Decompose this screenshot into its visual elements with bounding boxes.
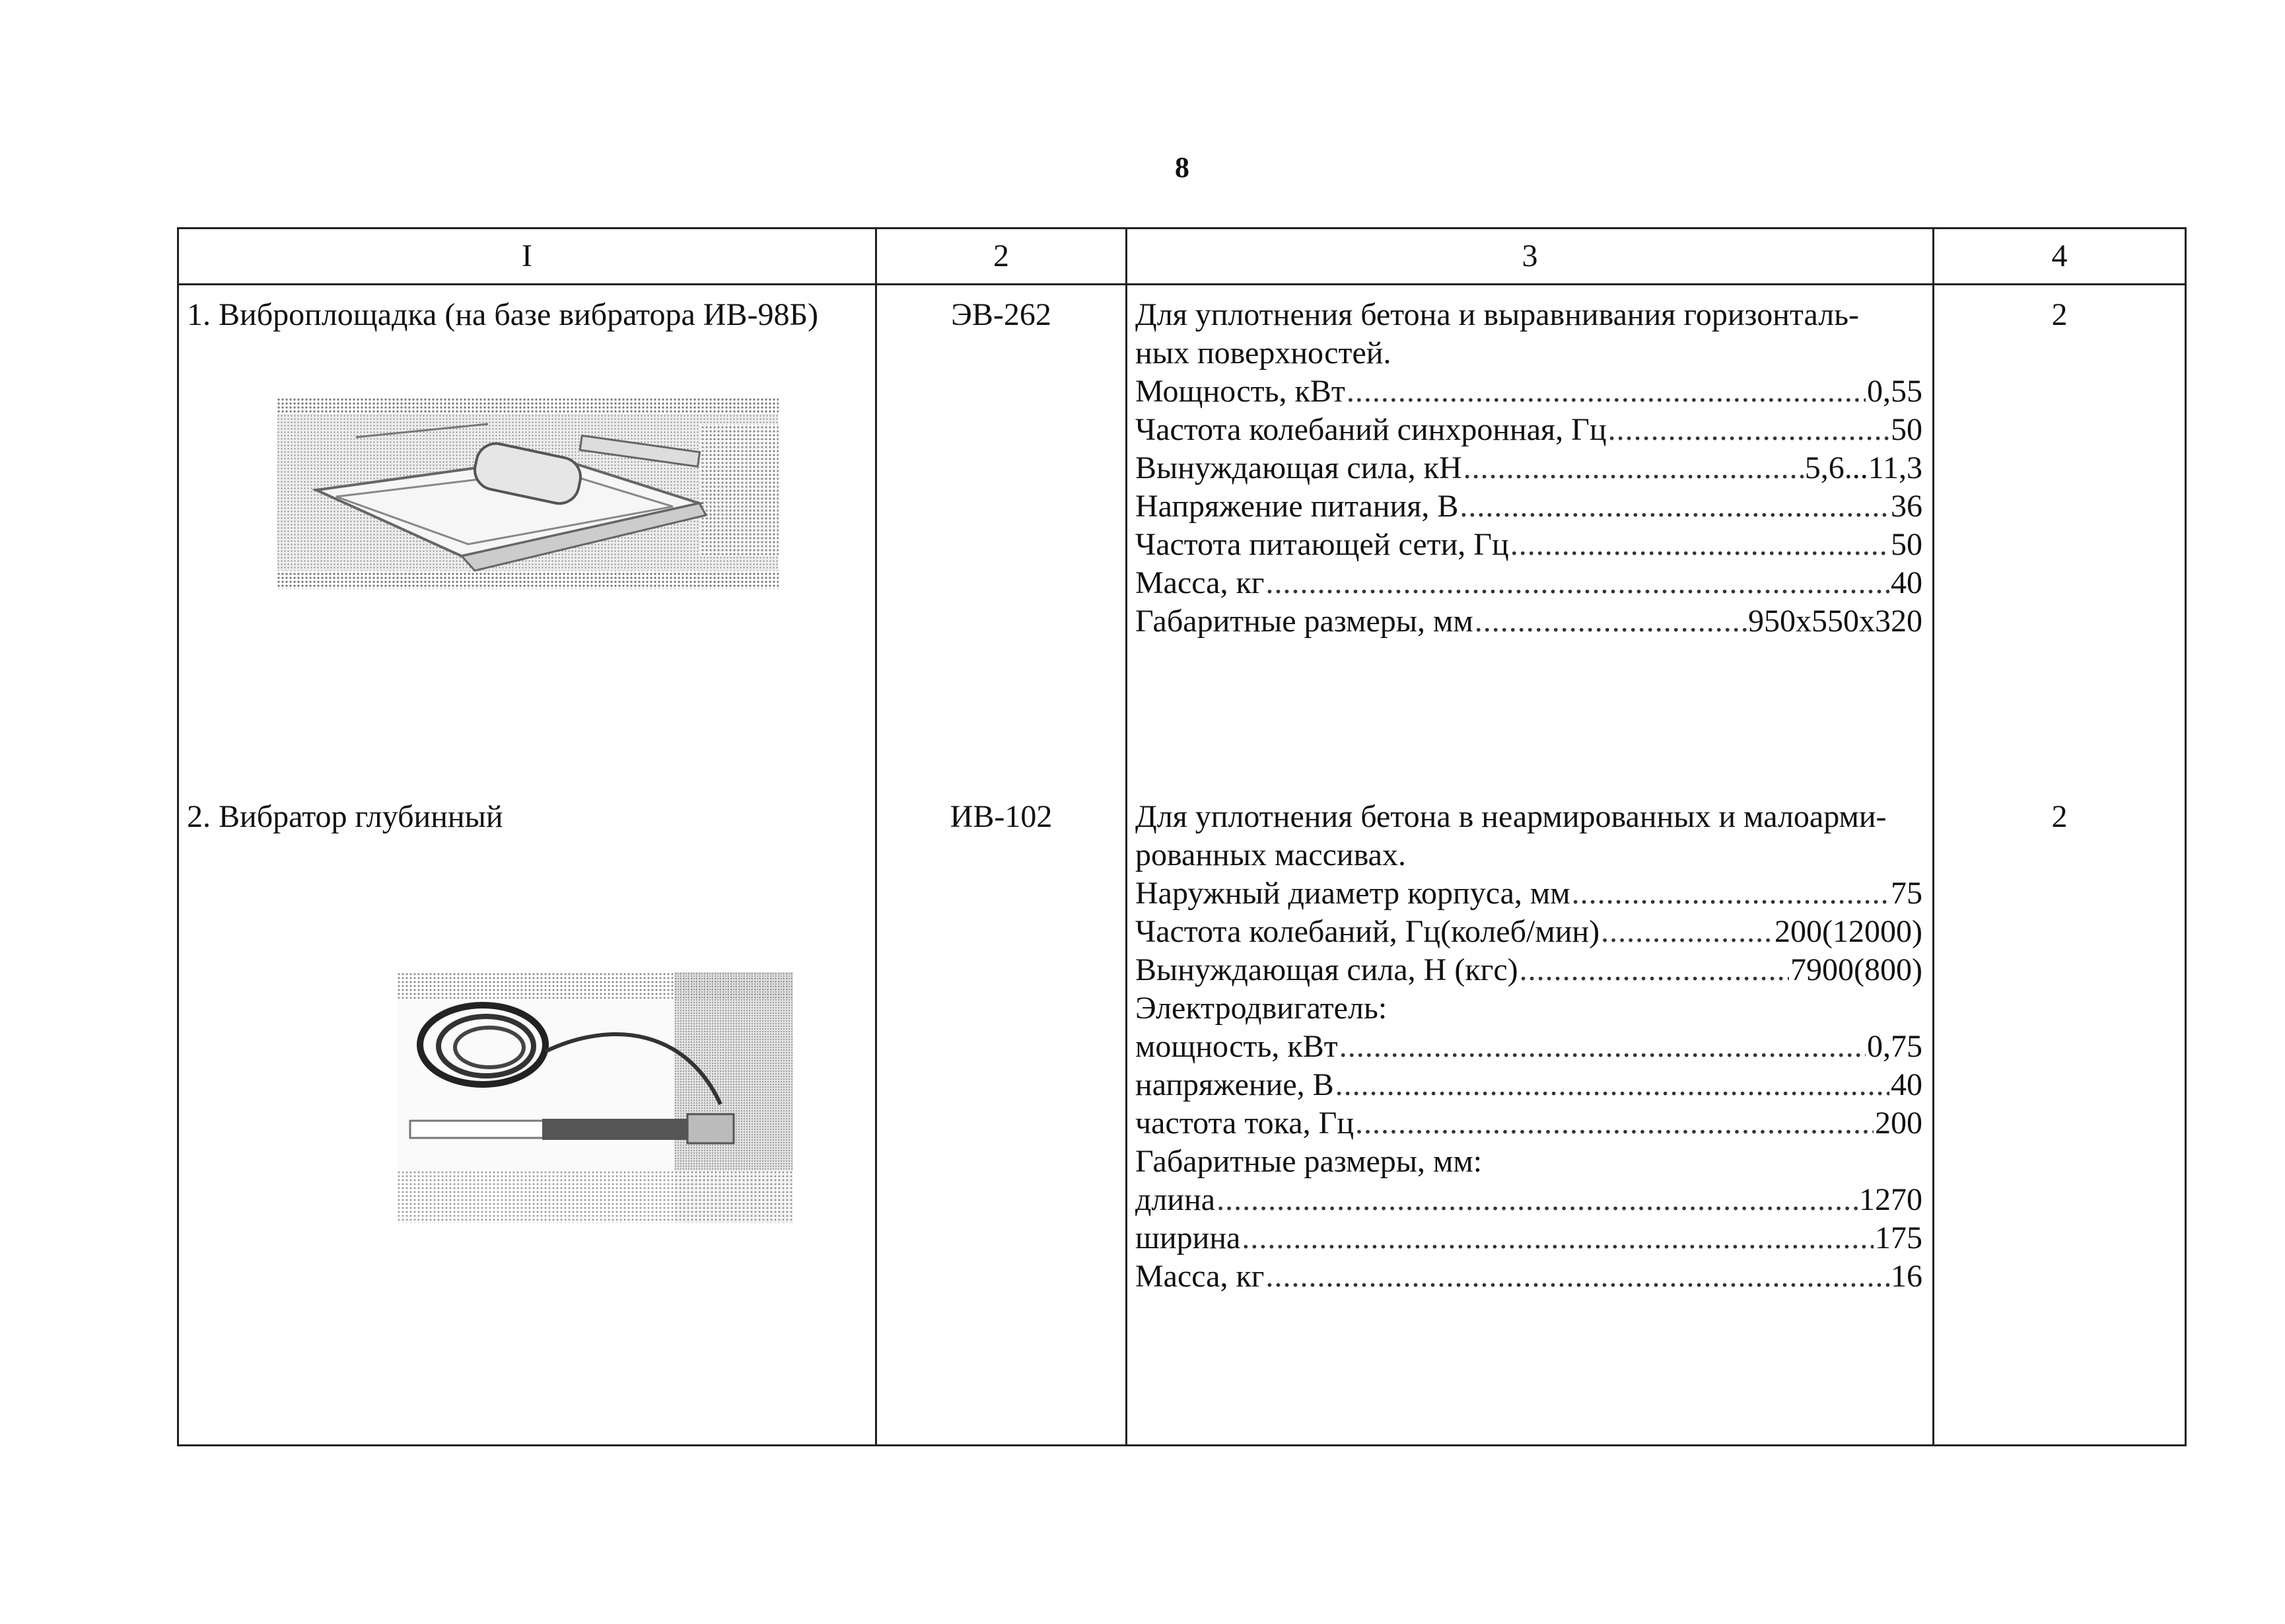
spec-row [1135, 1104, 1922, 1143]
quantities-cell [1934, 285, 2186, 1446]
descriptions-cell [1127, 285, 1934, 1446]
spec-label: ширина [1135, 1220, 1241, 1255]
item-1-purpose-line: Для уплотнения бетона и выравнивания горизонталь- [1135, 297, 1860, 332]
spec-row [1135, 1257, 1922, 1296]
spec-label: Габаритные размеры, мм [1135, 604, 1473, 639]
spec-row [1135, 1028, 1922, 1066]
spec-row [1135, 526, 1922, 564]
spec-row [1135, 1181, 1922, 1219]
spec-label: Частота колебаний, Гц(колеб/мин) [1135, 914, 1600, 949]
spec-value: 1270 [1859, 1182, 1922, 1217]
equipment-table [177, 227, 2187, 1446]
spec-label: напряжение, В [1135, 1067, 1334, 1102]
header-col-4: 4 [1934, 229, 2186, 285]
spec-value: 200 [1875, 1106, 1922, 1141]
table-body-row [178, 285, 2186, 1446]
item-1-quantity: 2 [2051, 297, 2068, 332]
item-1-purpose-line: ных поверхностей. [1135, 335, 1391, 371]
spec-label: мощность, кВт [1135, 1029, 1338, 1064]
depth-vibrator-photo [397, 972, 793, 1223]
spec-value: 5,6...11,3 [1804, 450, 1922, 485]
spec-label: частота тока, Гц [1135, 1106, 1354, 1141]
spec-row [1135, 487, 1922, 526]
spec-row [1135, 602, 1922, 641]
spec-label: Напряжение питания, В [1135, 489, 1459, 524]
motor-heading: Электродвигатель: [1135, 991, 1388, 1026]
header-col-2: 2 [876, 229, 1127, 285]
item-2-purpose-line: Для уплотнения бетона в неармированных и малоарми- [1135, 799, 1887, 834]
spec-value: 50 [1891, 527, 1922, 562]
spec-value: 36 [1891, 489, 1922, 524]
models-cell [876, 285, 1127, 1446]
vibro-platform-photo [277, 398, 779, 589]
spec-value: 50 [1891, 412, 1922, 447]
spec-row [1135, 372, 1922, 411]
spec-label: Мощность, кВт [1135, 374, 1345, 409]
spec-label: Вынуждающая сила, кН [1135, 450, 1462, 485]
header-col-3: 3 [1127, 229, 1934, 285]
spec-value: 40 [1891, 1067, 1922, 1102]
item-2-purpose-line: рованных массивах. [1135, 837, 1406, 872]
spec-value: 75 [1891, 876, 1922, 911]
spec-row [1135, 411, 1922, 449]
spec-label: Наружный диаметр корпуса, мм [1135, 876, 1570, 911]
names-cell [178, 285, 876, 1446]
spec-value: 0,75 [1867, 1029, 1922, 1064]
spec-label: Масса, кг [1135, 1259, 1265, 1294]
table-header-row [178, 229, 2186, 285]
spec-row [1135, 449, 1922, 487]
header-col-1: I [178, 229, 876, 285]
spec-label: Частота колебаний синхронная, Гц [1135, 412, 1607, 447]
spec-value: 16 [1891, 1259, 1922, 1294]
spec-row [1135, 1066, 1922, 1104]
page-number: 8 [1175, 151, 1189, 184]
spec-row [1135, 874, 1922, 913]
item-1-description [1135, 296, 1922, 641]
item-2-name: 2. Вибратор глубинный [187, 799, 503, 834]
item-1-name: 1. Виброплощадка (на базе вибратора ИВ-98Б) [187, 297, 819, 332]
spec-label: Вынуждающая сила, Н (кгс) [1135, 952, 1518, 987]
spec-value: 40 [1891, 565, 1922, 600]
spec-row [1135, 913, 1922, 951]
spec-label: длина [1135, 1182, 1216, 1217]
spec-value: 950х550х320 [1748, 604, 1922, 639]
dims-heading: Габаритные размеры, мм: [1135, 1144, 1483, 1179]
item-2-model: ИВ-102 [950, 799, 1053, 834]
item-2-description [1135, 798, 1922, 1296]
spec-value: 175 [1875, 1220, 1922, 1255]
item-2-quantity: 2 [2051, 799, 2068, 834]
spec-value: 0,55 [1867, 374, 1922, 409]
spec-row [1135, 951, 1922, 989]
item-1-model: ЭВ-262 [951, 297, 1051, 332]
spec-label: Частота питающей сети, Гц [1135, 527, 1509, 562]
spec-value: 7900(800) [1790, 952, 1922, 987]
spec-row [1135, 1219, 1922, 1257]
spec-label: Масса, кг [1135, 565, 1265, 600]
spec-value: 200(12000) [1775, 914, 1922, 949]
spec-row [1135, 564, 1922, 602]
